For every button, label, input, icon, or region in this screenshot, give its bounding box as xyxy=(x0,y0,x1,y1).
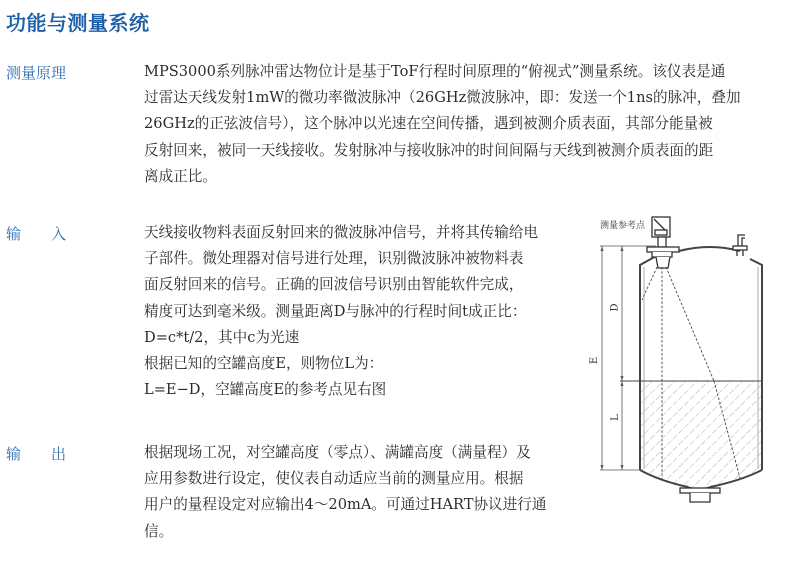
page-title: 功能与测量系统 xyxy=(6,11,150,35)
radar-tank-diagram xyxy=(590,205,790,505)
paragraph-line: 根据已知的空罐高度E，则物位L为： xyxy=(144,355,384,373)
section-body-input xyxy=(144,220,584,403)
paragraph-line: MPS3000系列脉冲雷达物位计是基于ToF行程时间原理的“俯视式”测量系统。该仪表是通 xyxy=(144,63,726,80)
paragraph-line: 天线接收物料表面反射回来的微波脉冲信号，并将其传输给电 xyxy=(144,224,539,241)
paragraph-line: 信。 xyxy=(144,522,174,540)
paragraph-line: 用户的量程设定对应输出4～20mA。可通过HART协议进行通 xyxy=(144,496,547,514)
paragraph-line: 26GHz的正弦波信号），这个脉冲以光速在空间传播，遇到被测介质表面，其部分能量被 xyxy=(144,115,713,133)
section-label-principle: 测量原理 xyxy=(6,64,67,82)
paragraph-line: 反射回来，被同一天线接收。发射脉冲与接收脉冲的时间间隔与天线到被测介质表面的距 xyxy=(144,141,714,159)
reference-point-label: 测量参考点 xyxy=(600,221,646,231)
section-label-input: 输 入 xyxy=(6,225,67,243)
dimension-l-label: L xyxy=(609,414,621,421)
tank-illustration xyxy=(590,205,790,505)
paragraph-line: 子部件。微处理器对信号进行处理，识别微波脉冲被物料表 xyxy=(144,250,524,268)
dimension-e-label: E xyxy=(589,356,601,365)
paragraph-line: 面反射回来的信号。正确的回波信号识别由智能软件完成， xyxy=(144,276,524,294)
paragraph-line: L=E−D，空罐高度E的参考点见右图 xyxy=(144,381,387,399)
section-body-output xyxy=(144,440,584,545)
dimension-d-label: D xyxy=(609,303,621,312)
section-label-output: 输 出 xyxy=(6,445,67,463)
section-body-principle xyxy=(144,59,784,190)
paragraph-line: 离成正比。 xyxy=(144,167,217,185)
paragraph-line: 应用参数进行设定，使仪表自动适应当前的测量应用。根据 xyxy=(144,470,524,488)
paragraph-line: 精度可达到毫米级。测量距离D与脉冲的行程时间t成正比： xyxy=(144,302,527,320)
paragraph-line: 过雷达天线发射1mW的微功率微波脉冲（26GHz微波脉冲，即：发送一个1ns的脉冲，叠加 xyxy=(144,89,741,107)
paragraph-line: 根据现场工况，对空罐高度（零点）、满罐高度（满量程）及 xyxy=(144,444,531,461)
paragraph-line: D=c*t/2，其中c为光速 xyxy=(144,328,300,346)
